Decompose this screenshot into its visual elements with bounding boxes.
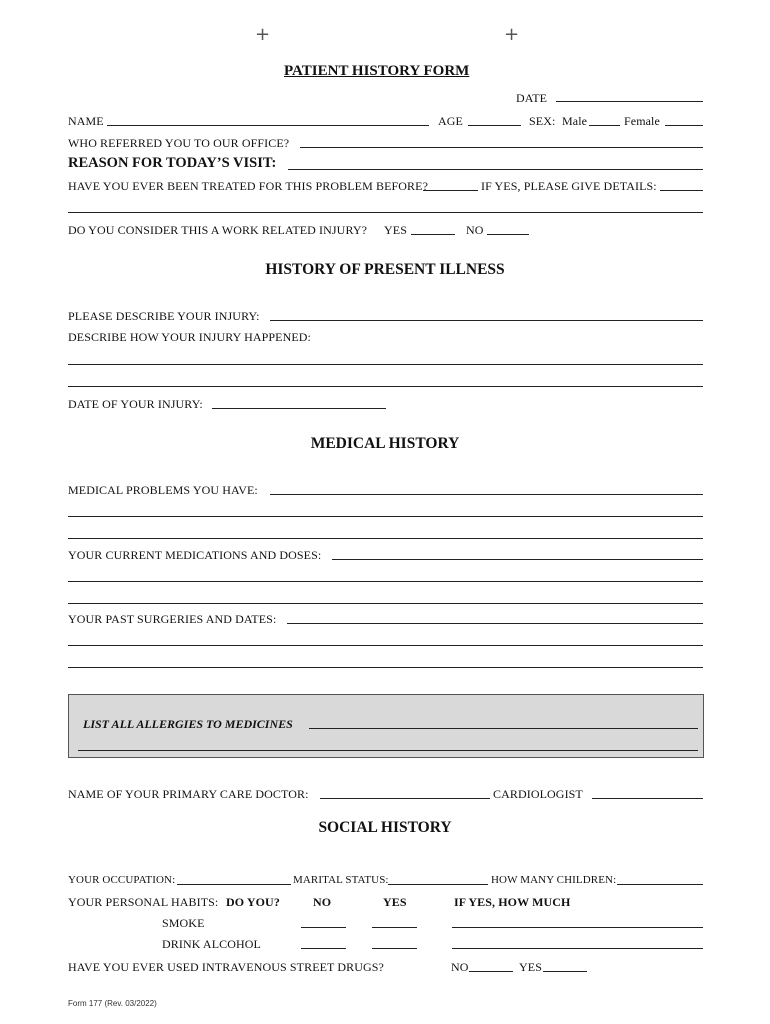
work-related-yes-field[interactable]: [411, 234, 455, 235]
referred-label: WHO REFERRED YOU TO OUR OFFICE?: [68, 136, 290, 150]
work-related-no-label: NO: [466, 223, 484, 237]
surgeries-field[interactable]: [287, 623, 703, 624]
children-field[interactable]: [617, 884, 703, 885]
occupation-label: YOUR OCCUPATION:: [68, 874, 176, 886]
details-field[interactable]: [660, 190, 703, 191]
medications-field-continued[interactable]: [68, 581, 703, 582]
describe-injury-label: PLEASE DESCRIBE YOUR INJURY:: [68, 309, 260, 323]
cardiologist-field[interactable]: [592, 798, 703, 799]
iv-drugs-yes-label: YES: [519, 960, 542, 974]
medical-problems-field-continued[interactable]: [68, 516, 703, 517]
allergies-label: LIST ALL ALLERGIES TO MEDICINES: [83, 717, 293, 731]
describe-injury-field[interactable]: [270, 320, 703, 321]
smoke-how-much-field[interactable]: [452, 927, 703, 928]
surgeries-label: YOUR PAST SURGERIES AND DATES:: [68, 612, 277, 626]
referred-field[interactable]: [300, 147, 703, 148]
children-label: HOW MANY CHILDREN:: [491, 874, 617, 886]
iv-drugs-yes-field[interactable]: [543, 971, 587, 972]
habits-no-header: NO: [313, 895, 332, 909]
work-related-no-field[interactable]: [487, 234, 529, 235]
social-history-heading: SOCIAL HISTORY: [318, 819, 452, 836]
name-field[interactable]: [107, 125, 429, 126]
smoke-no-field[interactable]: [301, 927, 346, 928]
medications-label: YOUR CURRENT MEDICATIONS AND DOSES:: [68, 548, 322, 562]
marital-status-field[interactable]: [388, 884, 488, 885]
iv-drugs-no-label: NO: [451, 960, 469, 974]
if-yes-details-label: IF YES, PLEASE GIVE DETAILS:: [481, 179, 657, 193]
registration-mark-icon: +: [504, 24, 520, 45]
smoke-label: SMOKE: [162, 916, 205, 930]
primary-doctor-label: NAME OF YOUR PRIMARY CARE DOCTOR:: [68, 787, 309, 801]
date-field[interactable]: [556, 101, 703, 102]
allergies-field-continued[interactable]: [78, 750, 698, 751]
how-much-header: IF YES, HOW MUCH: [454, 895, 571, 909]
cardiologist-label: CARDIOLOGIST: [493, 787, 583, 801]
occupation-field[interactable]: [177, 884, 291, 885]
treated-before-field[interactable]: [423, 190, 478, 191]
male-label: Male: [562, 114, 588, 128]
present-illness-heading: HISTORY OF PRESENT ILLNESS: [265, 261, 505, 278]
iv-drugs-label: HAVE YOU EVER USED INTRAVENOUS STREET DRUGS?: [68, 960, 384, 974]
primary-doctor-field[interactable]: [320, 798, 490, 799]
how-happened-field[interactable]: [68, 364, 703, 365]
age-field[interactable]: [468, 125, 521, 126]
male-field[interactable]: [589, 125, 620, 126]
details-field-continued[interactable]: [68, 212, 703, 213]
registration-mark-icon: +: [255, 24, 271, 45]
reason-label: REASON FOR TODAY’S VISIT:: [68, 155, 277, 171]
form-revision: Form 177 (Rev. 03/2022): [68, 999, 157, 1008]
surgeries-field-continued[interactable]: [68, 645, 703, 646]
age-label: AGE: [438, 114, 463, 128]
smoke-yes-field[interactable]: [372, 927, 417, 928]
female-field[interactable]: [665, 125, 703, 126]
allergies-field[interactable]: [309, 728, 698, 729]
sex-label: SEX:: [529, 114, 556, 128]
date-of-injury-label: DATE OF YOUR INJURY:: [68, 397, 203, 411]
marital-status-label: MARITAL STATUS:: [293, 874, 389, 886]
alcohol-how-much-field[interactable]: [452, 948, 703, 949]
reason-field[interactable]: [288, 169, 703, 170]
medications-field[interactable]: [332, 559, 703, 560]
date-label: DATE: [516, 91, 548, 105]
work-related-yes-label: YES: [384, 223, 407, 237]
how-happened-label: DESCRIBE HOW YOUR INJURY HAPPENED:: [68, 330, 311, 344]
work-related-label: DO YOU CONSIDER THIS A WORK RELATED INJURY?: [68, 223, 368, 237]
form-title: PATIENT HISTORY FORM: [284, 63, 470, 79]
do-you-label: DO YOU?: [226, 895, 280, 909]
how-happened-field-continued[interactable]: [68, 386, 703, 387]
iv-drugs-no-field[interactable]: [469, 971, 513, 972]
medical-problems-field-continued[interactable]: [68, 538, 703, 539]
medical-history-heading: MEDICAL HISTORY: [310, 435, 460, 452]
medical-problems-label: MEDICAL PROBLEMS YOU HAVE:: [68, 483, 258, 497]
surgeries-field-continued[interactable]: [68, 667, 703, 668]
habits-label: YOUR PERSONAL HABITS:: [68, 895, 219, 909]
date-of-injury-field[interactable]: [212, 408, 386, 409]
name-label: NAME: [68, 114, 104, 128]
treated-before-label: HAVE YOU EVER BEEN TREATED FOR THIS PROBLEM BEFORE?: [68, 179, 429, 193]
medical-problems-field[interactable]: [270, 494, 703, 495]
alcohol-label: DRINK ALCOHOL: [162, 937, 261, 951]
habits-yes-header: YES: [383, 895, 407, 909]
alcohol-yes-field[interactable]: [372, 948, 417, 949]
medications-field-continued[interactable]: [68, 603, 703, 604]
alcohol-no-field[interactable]: [301, 948, 346, 949]
female-label: Female: [624, 114, 660, 128]
